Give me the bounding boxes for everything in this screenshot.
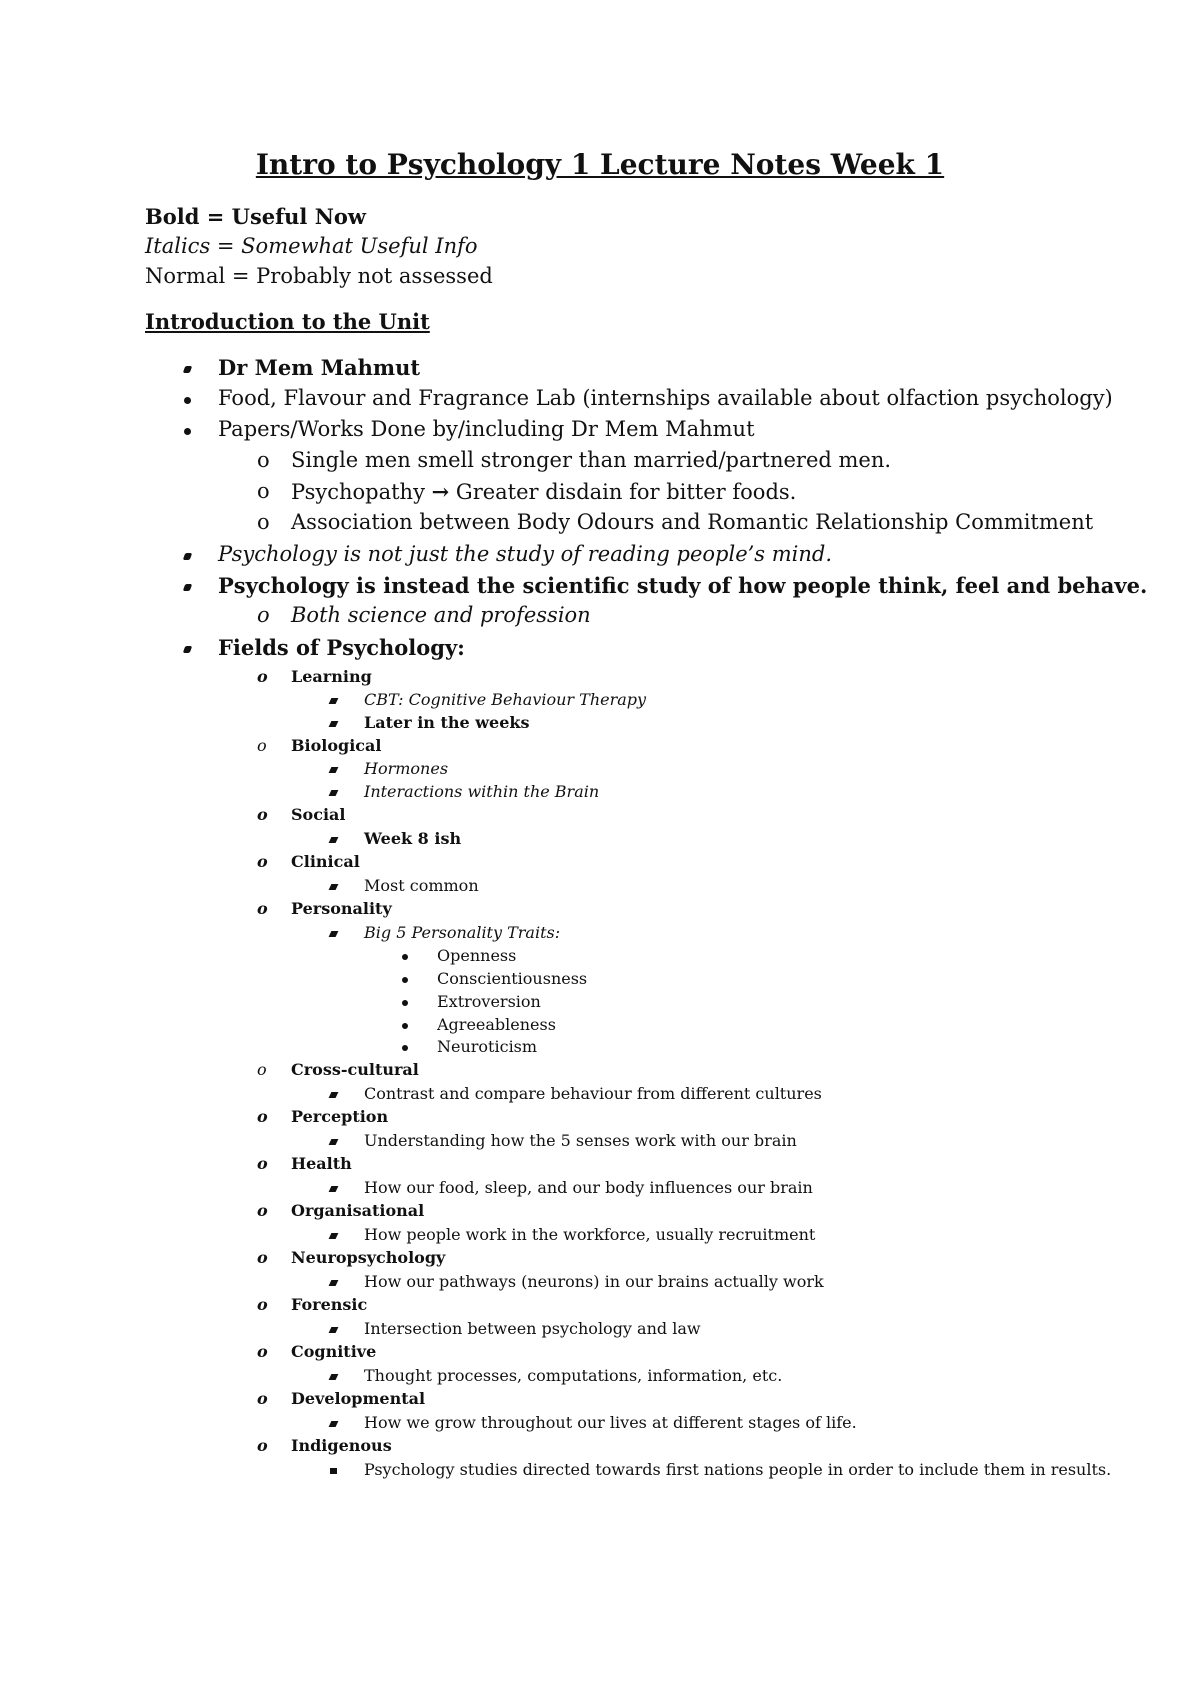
square-bullet-icon	[329, 837, 339, 843]
o-bullet-icon: o	[257, 1248, 268, 1267]
legend-normal: Normal = Probably not assessed	[145, 264, 493, 288]
trait-conscientiousness: Conscientiousness	[437, 969, 588, 988]
square-bullet-icon	[329, 1186, 339, 1192]
field-indigenous-desc: Psychology studies directed towards first nations people in order to include them in results.	[364, 1460, 1112, 1479]
bullet-icon	[402, 977, 408, 983]
square-bullet-icon	[329, 1139, 339, 1145]
field-cognitive-desc: Thought processes, computations, information, etc.	[364, 1366, 783, 1385]
bullet-icon	[183, 584, 193, 591]
field-learning: Learning	[291, 667, 372, 686]
bullet-icon	[183, 553, 193, 560]
o-bullet-icon: o	[257, 736, 267, 755]
page-title: Intro to Psychology 1 Lecture Notes Week 1	[255, 148, 945, 181]
square-bullet-icon	[329, 767, 339, 773]
list-item-instead: Psychology is instead the scientific study of how people think, feel and behave.	[218, 573, 1148, 598]
field-big5: Big 5 Personality Traits:	[364, 923, 561, 942]
list-item-paper1: Single men smell stronger than married/partnered men.	[291, 448, 892, 472]
bullet-icon	[402, 1045, 408, 1051]
square-bullet-icon	[329, 1374, 339, 1380]
list-item-paper3: Association between Body Odours and Romantic Relationship Commitment	[291, 510, 1094, 534]
o-bullet-icon: o	[257, 479, 270, 503]
field-social: Social	[291, 805, 346, 824]
o-bullet-icon: o	[257, 667, 268, 686]
arrow-icon: →	[431, 479, 450, 504]
square-bullet-icon	[329, 721, 339, 727]
list-item-mem: Dr Mem Mahmut	[218, 355, 421, 380]
bullet-icon	[184, 397, 191, 404]
square-bullet-icon	[329, 698, 339, 704]
o-bullet-icon: o	[257, 852, 268, 871]
list-item-paper2	[291, 479, 796, 504]
o-bullet-icon: o	[257, 1389, 268, 1408]
square-bullet-icon	[329, 790, 339, 796]
field-developmental: Developmental	[291, 1389, 426, 1408]
bullet-icon	[402, 954, 408, 960]
legend-bold: Bold = Useful Now	[145, 204, 367, 229]
field-neuro-desc: How our pathways (neurons) in our brains actually work	[364, 1272, 824, 1291]
field-personality: Personality	[291, 899, 392, 918]
o-bullet-icon: o	[257, 1201, 268, 1220]
field-cognitive: Cognitive	[291, 1342, 377, 1361]
field-week8: Week 8 ish	[364, 829, 462, 848]
square-bullet-icon	[329, 931, 339, 937]
bullet-icon	[183, 646, 193, 653]
field-later: Later in the weeks	[364, 713, 530, 732]
bullet-icon	[402, 1000, 408, 1006]
field-cbt: CBT: Cognitive Behaviour Therapy	[364, 690, 647, 709]
list-item-papers: Papers/Works Done by/including Dr Mem Mahmut	[218, 417, 755, 441]
field-health-desc: How our food, sleep, and our body influences our brain	[364, 1178, 813, 1197]
square-bullet-icon	[329, 1327, 339, 1333]
o-bullet-icon: o	[257, 1436, 268, 1455]
o-bullet-icon: o	[257, 1060, 267, 1079]
field-forensic-desc: Intersection between psychology and law	[364, 1319, 701, 1338]
o-bullet-icon: o	[257, 805, 268, 824]
field-developmental-desc: How we grow throughout our lives at different stages of life.	[364, 1413, 857, 1432]
field-hormones: Hormones	[364, 759, 449, 778]
legend-italic: Italics = Somewhat Useful Info	[145, 234, 478, 258]
o-bullet-icon: o	[257, 448, 270, 472]
trait-neuroticism: Neuroticism	[437, 1037, 538, 1056]
square-bullet-icon	[329, 1233, 339, 1239]
paper2-text-a: Psychopathy	[291, 480, 425, 504]
o-bullet-icon: o	[257, 1107, 268, 1126]
bullet-icon	[183, 366, 193, 373]
o-bullet-icon: o	[257, 1295, 268, 1314]
list-item-fields: Fields of Psychology:	[218, 635, 465, 660]
o-bullet-icon: o	[257, 1342, 268, 1361]
paper2-text-b: Greater disdain for bitter foods.	[455, 480, 797, 504]
list-item-lab: Food, Flavour and Fragrance Lab (internships available about olfaction psychology)	[218, 386, 1113, 410]
square-bullet-icon	[330, 1468, 337, 1474]
field-neuropsychology: Neuropsychology	[291, 1248, 446, 1267]
field-cross-desc: Contrast and compare behaviour from different cultures	[364, 1084, 822, 1103]
trait-extroversion: Extroversion	[437, 992, 541, 1011]
field-cross-cultural: Cross-cultural	[291, 1060, 419, 1079]
square-bullet-icon	[329, 884, 339, 890]
trait-openness: Openness	[437, 946, 517, 965]
bullet-icon	[402, 1023, 408, 1029]
field-perception-desc: Understanding how the 5 senses work with our brain	[364, 1131, 797, 1150]
field-clinical: Clinical	[291, 852, 360, 871]
o-bullet-icon: o	[257, 1154, 268, 1173]
o-bullet-icon: o	[257, 510, 270, 534]
field-interactions: Interactions within the Brain	[364, 782, 600, 801]
section-heading: Introduction to the Unit	[145, 309, 430, 334]
square-bullet-icon	[329, 1092, 339, 1098]
field-indigenous: Indigenous	[291, 1436, 392, 1455]
field-forensic: Forensic	[291, 1295, 368, 1314]
field-perception: Perception	[291, 1107, 389, 1126]
list-item-both: Both science and profession	[291, 603, 591, 627]
trait-agreeableness: Agreeableness	[437, 1015, 556, 1034]
list-item-not-mind: Psychology is not just the study of reading people’s mind.	[218, 542, 833, 566]
square-bullet-icon	[329, 1421, 339, 1427]
field-organisational: Organisational	[291, 1201, 425, 1220]
field-most-common: Most common	[364, 876, 479, 895]
o-bullet-icon: o	[257, 899, 268, 918]
o-bullet-icon: o	[257, 603, 270, 627]
square-bullet-icon	[329, 1280, 339, 1286]
field-biological: Biological	[291, 736, 382, 755]
bullet-icon	[184, 428, 191, 435]
field-organisational-desc: How people work in the workforce, usually recruitment	[364, 1225, 816, 1244]
field-health: Health	[291, 1154, 352, 1173]
